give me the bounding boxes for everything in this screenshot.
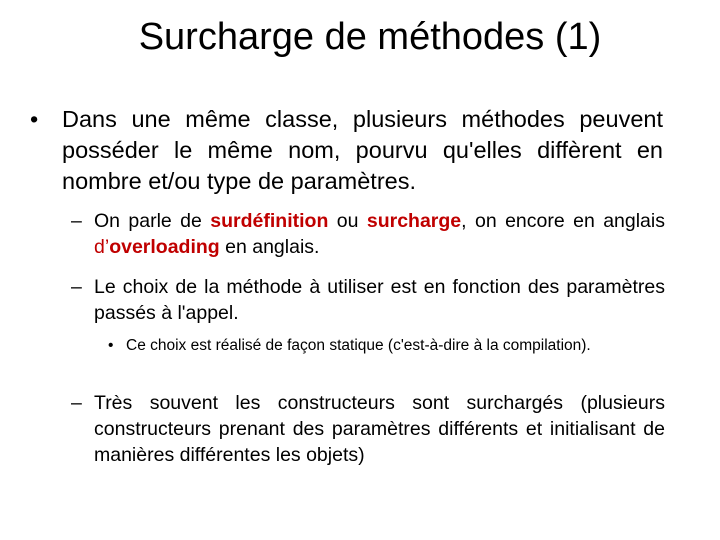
sub-bullet-constructors: Très souvent les constructeurs sont surchargés (plusieurs constructeurs prenant des paramètres différents et initialisant de manières différentes les objets): [94, 392, 665, 466]
term-surcharge: surcharge: [366, 210, 462, 232]
bullet-marker: •: [108, 337, 114, 354]
term-surdefinition: surdéfinition: [210, 210, 329, 232]
dash-marker: –: [71, 392, 82, 414]
text-segment: ou: [328, 210, 367, 232]
text-segment-prefix: d’: [94, 236, 110, 258]
sub-sub-bullet-static-choice: Ce choix est réalisé de façon statique (c'est-à-dire à la compilation).: [126, 337, 591, 354]
text-segment: en anglais.: [219, 236, 320, 258]
bullet-text-overloading-definition: Dans une même classe, plusieurs méthodes peuvent posséder le même nom, pourvu qu'elles diffèrent en nombre et/ou type de paramètres.: [62, 106, 663, 194]
sub-bullet-method-choice: Le choix de la méthode à utiliser est en fonction des paramètres passés à l'appel.: [94, 276, 665, 324]
text-segment: , on encore en anglais: [461, 210, 665, 232]
dash-marker: –: [71, 210, 82, 232]
bullet-marker: •: [30, 106, 39, 132]
sub-bullet-terminology: [94, 208, 665, 260]
dash-marker: –: [71, 276, 82, 298]
term-overloading: overloading: [109, 236, 220, 258]
text-segment: On parle de: [94, 210, 211, 232]
slide-title: Surcharge de méthodes (1): [138, 16, 602, 58]
